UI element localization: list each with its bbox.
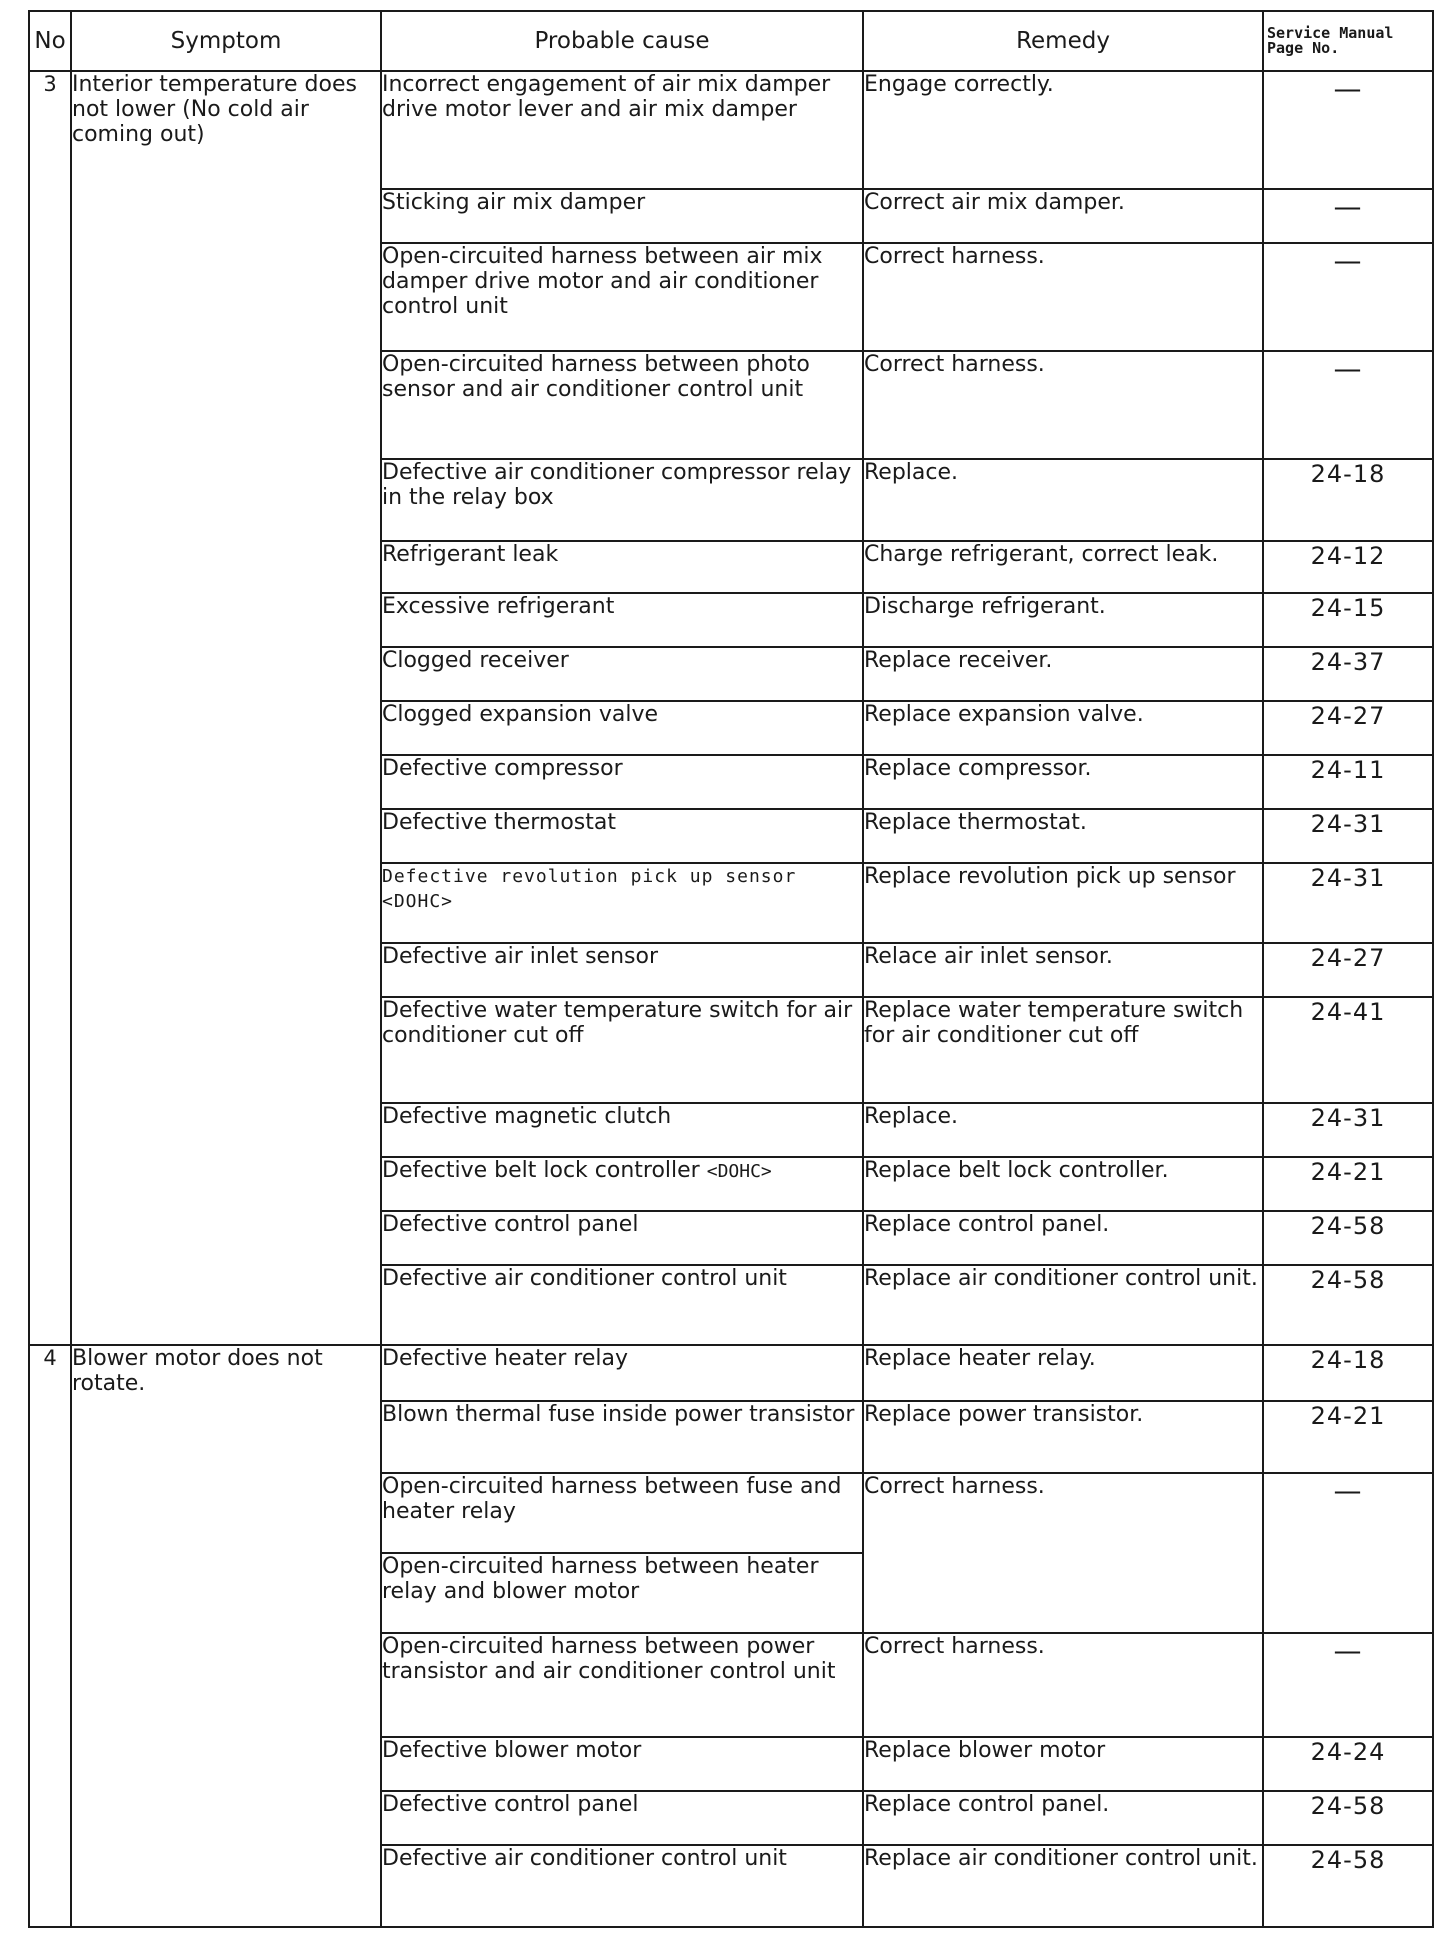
remedy-text: Engage correctly.: [863, 71, 1263, 189]
header-service-manual-page: [1263, 11, 1433, 71]
header-service-manual-line2: Page No.: [1267, 39, 1340, 57]
page-number: 24-58: [1263, 1791, 1433, 1845]
remedy-text: Replace thermostat.: [863, 809, 1263, 863]
remedy-text: Replace control panel.: [863, 1791, 1263, 1845]
page-number: 24-18: [1263, 459, 1433, 541]
remedy-text: Correct harness.: [863, 1633, 1263, 1737]
cause-text: Clogged receiver: [381, 647, 863, 701]
remedy-text: Correct harness.: [863, 351, 1263, 459]
remedy-text: Replace air conditioner control unit.: [863, 1845, 1263, 1927]
symptom-text: Interior temperature does not lower (No cold air coming out): [71, 71, 381, 1345]
cause-text: Clogged expansion valve: [381, 701, 863, 755]
cause-text: Open-circuited harness between photo sensor and air conditioner control unit: [381, 351, 863, 459]
page-number: —: [1263, 1633, 1433, 1737]
remedy-text: Replace power transistor.: [863, 1401, 1263, 1473]
page-number: 24-31: [1263, 809, 1433, 863]
page-number: 24-58: [1263, 1265, 1433, 1345]
page-number: 24-12: [1263, 541, 1433, 593]
remedy-text: Correct air mix damper.: [863, 189, 1263, 243]
cause-text: Defective air conditioner control unit: [381, 1265, 863, 1345]
remedy-text: Replace blower motor: [863, 1737, 1263, 1791]
remedy-text: Replace.: [863, 459, 1263, 541]
remedy-text: Replace revolution pick up sensor: [863, 863, 1263, 943]
remedy-text: Correct harness.: [863, 243, 1263, 351]
cause-text: Refrigerant leak: [381, 541, 863, 593]
row-number: 4: [29, 1345, 71, 1927]
header-service-manual-line1: Service Manual: [1267, 24, 1394, 42]
page-number: 24-58: [1263, 1845, 1433, 1927]
cause-text: Defective thermostat: [381, 809, 863, 863]
remedy-text: Replace compressor.: [863, 755, 1263, 809]
row-number: 3: [29, 71, 71, 1345]
remedy-text: Replace water temperature switch for air conditioner cut off: [863, 997, 1263, 1103]
remedy-text: Replace control panel.: [863, 1211, 1263, 1265]
remedy-text: Replace air conditioner control unit.: [863, 1265, 1263, 1345]
page-number: 24-11: [1263, 755, 1433, 809]
header-no: No: [29, 11, 71, 71]
cause-text: Defective water temperature switch for air conditioner cut off: [381, 997, 863, 1103]
header-remedy: Remedy: [863, 11, 1263, 71]
page-number: 24-31: [1263, 863, 1433, 943]
page-number: 24-41: [1263, 997, 1433, 1103]
remedy-text: Replace heater relay.: [863, 1345, 1263, 1401]
cause-text: Defective control panel: [381, 1211, 863, 1265]
remedy-text: Replace belt lock controller.: [863, 1157, 1263, 1211]
cause-text: Defective air inlet sensor: [381, 943, 863, 997]
cause-text: Defective revolution pick up sensor <DOHC>: [381, 863, 863, 943]
page-number: 24-37: [1263, 647, 1433, 701]
cause-text: Open-circuited harness between power transistor and air conditioner control unit: [381, 1633, 863, 1737]
cause-text: Sticking air mix damper: [381, 189, 863, 243]
page-number: —: [1263, 243, 1433, 351]
cause-text: Incorrect engagement of air mix damper drive motor lever and air mix damper: [381, 71, 863, 189]
remedy-text: Replace receiver.: [863, 647, 1263, 701]
page-number: —: [1263, 189, 1433, 243]
symptom-text: Blower motor does not rotate.: [71, 1345, 381, 1927]
cause-text: Defective control panel: [381, 1791, 863, 1845]
table-row: [29, 71, 1433, 189]
table-header-row: [29, 11, 1433, 71]
cause-text: Defective compressor: [381, 755, 863, 809]
page-number: 24-27: [1263, 701, 1433, 755]
cause-text: Defective air conditioner compressor relay in the relay box: [381, 459, 863, 541]
dohc-tag: <DOHC>: [706, 1161, 772, 1182]
page-number: —: [1263, 351, 1433, 459]
cause-text: Defective air conditioner control unit: [381, 1845, 863, 1927]
page-number: 24-18: [1263, 1345, 1433, 1401]
cause-text: Defective blower motor: [381, 1737, 863, 1791]
remedy-text: Relace air inlet sensor.: [863, 943, 1263, 997]
page-number: 24-58: [1263, 1211, 1433, 1265]
remedy-text: Replace.: [863, 1103, 1263, 1157]
cause-text: Defective magnetic clutch: [381, 1103, 863, 1157]
remedy-text: Replace expansion valve.: [863, 701, 1263, 755]
troubleshooting-table: [28, 10, 1434, 1928]
header-probable-cause: Probable cause: [381, 11, 863, 71]
cause-text: Open-circuited harness between air mix damper drive motor and air conditioner control unit: [381, 243, 863, 351]
page-number: —: [1263, 71, 1433, 189]
table-row: [29, 1345, 1433, 1401]
page-number: 24-27: [1263, 943, 1433, 997]
cause-text: [381, 1157, 863, 1211]
cause-text: Defective heater relay: [381, 1345, 863, 1401]
page-number: 24-21: [1263, 1157, 1433, 1211]
remedy-text: Charge refrigerant, correct leak.: [863, 541, 1263, 593]
cause-text: Open-circuited harness between heater relay and blower motor: [381, 1553, 863, 1633]
cause-text-main: Defective belt lock controller: [382, 1158, 700, 1183]
cause-text: Open-circuited harness between fuse and heater relay: [381, 1473, 863, 1553]
page-number: 24-31: [1263, 1103, 1433, 1157]
header-symptom: Symptom: [71, 11, 381, 71]
page-number: —: [1263, 1473, 1433, 1633]
page-number: 24-24: [1263, 1737, 1433, 1791]
remedy-text: Correct harness.: [863, 1473, 1263, 1633]
cause-text: Blown thermal fuse inside power transistor: [381, 1401, 863, 1473]
remedy-text: Discharge refrigerant.: [863, 593, 1263, 647]
page-number: 24-15: [1263, 593, 1433, 647]
page-number: 24-21: [1263, 1401, 1433, 1473]
cause-text: Excessive refrigerant: [381, 593, 863, 647]
